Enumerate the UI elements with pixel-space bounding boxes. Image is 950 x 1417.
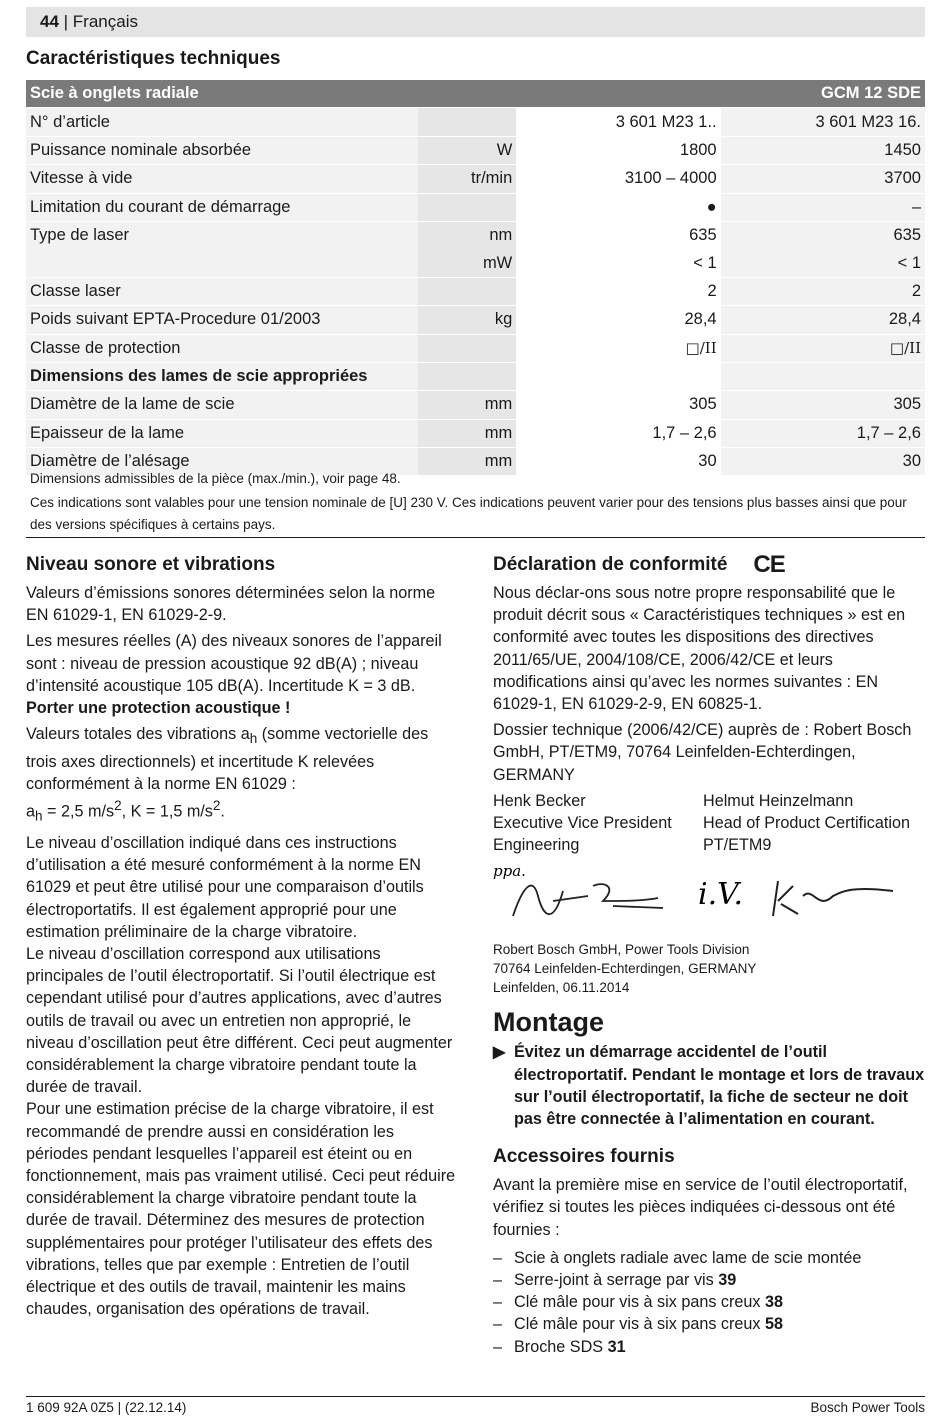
spec-value-2: 3700	[721, 165, 925, 193]
spec-value-1: □/II	[516, 334, 720, 362]
accessories-title: Accessoires fournis	[493, 1146, 675, 1168]
spec-unit: mm	[418, 448, 517, 476]
spec-unit: mW	[418, 249, 517, 277]
spec-row	[26, 249, 925, 277]
triangle-right-icon: ▶	[493, 1043, 506, 1062]
spec-label: Limitation du courant de démarrage	[26, 193, 418, 221]
page-header: 44 | Français	[26, 7, 925, 37]
spec-row	[26, 391, 925, 419]
spec-label: Diamètre de l’alésage	[26, 448, 418, 476]
spec-value-2: 1,7 – 2,6	[721, 419, 925, 447]
spec-value-2: 2	[721, 277, 925, 305]
signature-image	[493, 856, 925, 940]
conformity-p2: Dossier technique (2006/42/CE) auprès de : Robert Bosch GmbH, PT/ETM9, 70764 Leinfelden-Echterdingen, GERMANY	[493, 721, 912, 784]
spec-model: GCM 12 SDE	[721, 80, 925, 108]
spec-unit	[418, 193, 517, 221]
spec-unit	[418, 108, 517, 136]
spec-value-1: ●	[516, 193, 720, 221]
spec-label: Classe de protection	[26, 334, 418, 362]
spec-unit: mm	[418, 419, 517, 447]
svg-text:ppa.: ppa.	[493, 862, 526, 881]
spec-row	[26, 306, 925, 334]
footer-divider	[26, 1396, 925, 1397]
spec-row	[26, 136, 925, 164]
signature-address: Robert Bosch GmbH, Power Tools Division 70764 Leinfelden-Echterdingen, GERMANY Leinfelden, 06.11.2014	[493, 942, 757, 996]
spec-value-2: 3 601 M23 16.	[721, 108, 925, 136]
spec-note-1: Dimensions admissibles de la pièce (max./min.), voir page 48.	[30, 471, 401, 486]
spec-row	[26, 334, 925, 362]
page-number: 44	[40, 12, 59, 31]
spec-value-1: 1,7 – 2,6	[516, 419, 720, 447]
spec-value-1: 635	[516, 221, 720, 249]
montage-title: Montage	[493, 1007, 604, 1038]
spec-value-2: 635	[721, 221, 925, 249]
accessory-item: – Serre-joint à serrage par vis 39	[493, 1271, 737, 1290]
footer-right: Bosch Power Tools	[810, 1400, 925, 1415]
spec-value-2: □/II	[721, 334, 925, 362]
spec-row	[26, 277, 925, 305]
spec-value-1: 2	[516, 277, 720, 305]
conformity-p1: Nous déclar-ons sous notre propre responsabilité que le produit décrit sous « Caractéristiques techniques » est en conformité avec toutes les dispositions des directives 2011/65/UE, 2004/108/CE, 2006/42/CE et leurs modifications ainsi qu’avec les normes suivantes : EN 61029-1, EN 61029-2-9, EN 60825-1.	[493, 584, 906, 714]
spec-label: Epaisseur de la lame	[26, 419, 418, 447]
spec-value-2	[721, 362, 925, 390]
spec-product: Scie à onglets radiale	[26, 80, 721, 108]
spec-value-2: 305	[721, 391, 925, 419]
spec-label: N° d’article	[26, 108, 418, 136]
signatories	[493, 790, 925, 857]
ce-mark-icon: CE	[753, 551, 785, 578]
spec-row	[26, 221, 925, 249]
spec-label: Poids suivant EPTA-Procedure 01/2003	[26, 306, 418, 334]
montage-warning: ▶ Évitez un démarrage accidentel de l’outil électroportatif. Pendant le montage et lors de travaux sur l’outil électroportatif, la fiche de secteur ne doit pas être connectée à l’alimentation en courant.	[493, 1041, 925, 1130]
noise-section	[26, 552, 458, 1320]
spec-label: Puissance nominale absorbée	[26, 136, 418, 164]
noise-p6: Le niveau d’oscillation indiqué dans ces instructions d’utilisation a été mesuré conformément à la norme EN 61029 et peut être utilisé pour une comparaison d’outils électroportatifs. Il est également approprié pour une estimation préliminaire de la charge vibratoire.	[26, 833, 424, 941]
spec-unit	[418, 277, 517, 305]
accessory-item: – Broche SDS 31	[493, 1337, 626, 1356]
spec-header-row	[26, 80, 925, 108]
accessories-list	[493, 1247, 925, 1358]
spec-value-2: 28,4	[721, 306, 925, 334]
conformity-section	[493, 552, 925, 1358]
spec-row	[26, 108, 925, 136]
spec-row	[26, 419, 925, 447]
noise-p1: Valeurs d’émissions sonores déterminées selon la norme EN 61029-1, EN 61029-2-9.	[26, 584, 436, 625]
spec-note-2: Ces indications sont valables pour une tension nominale de [U] 230 V. Ces indications peuvent varier pour des tensions plus basses ainsi que pour des versions spécifiques à certains pays.	[30, 495, 907, 532]
spec-value-2: 1450	[721, 136, 925, 164]
noise-warning: Porter une protection acoustique !	[26, 699, 291, 718]
spec-value-1: 305	[516, 391, 720, 419]
spec-unit	[418, 334, 517, 362]
spec-value-1: 3100 – 4000	[516, 165, 720, 193]
divider	[26, 537, 925, 538]
signatory-left: Henk Becker Executive Vice President Engineering	[493, 791, 672, 855]
spec-label: Classe laser	[26, 277, 418, 305]
spec-unit	[418, 362, 517, 390]
spec-unit: nm	[418, 221, 517, 249]
noise-title: Niveau sonore et vibrations	[26, 554, 276, 575]
spec-value-1	[516, 362, 720, 390]
tech-title: Caractéristiques techniques	[26, 48, 281, 69]
spec-label: Diamètre de la lame de scie	[26, 391, 418, 419]
spec-value-1: < 1	[516, 249, 720, 277]
accessory-item: – Scie à onglets radiale avec lame de scie montée	[493, 1248, 862, 1267]
spec-unit: W	[418, 136, 517, 164]
spec-row	[26, 165, 925, 193]
noise-p7: Le niveau d’oscillation correspond aux utilisations principales de l’outil électroportatif. Si l’outil électrique est cependant utilisé pour d’autres applications, avec d’autres outils de travail ou avec un entretien non approprié, le niveau d’oscillation peut être différent. Ceci peut augmenter considérablement la charge vibratoire pendant toute la durée de travail.	[26, 944, 453, 1097]
accessory-item: – Clé mâle pour vis à six pans creux 58	[493, 1315, 784, 1334]
signatory-right: Helmut Heinzelmann Head of Product Certification PT/ETM9	[703, 791, 910, 855]
accessories-intro: Avant la première mise en service de l’outil électroportatif, vérifiez si toutes les pièces indiquées ci-dessous ont été fournies :	[493, 1176, 908, 1239]
spec-row	[26, 193, 925, 221]
noise-p4: Valeurs totales des vibrations $a_h$ (somme vectorielle des trois axes directionnels) et incertitude K relevées conformément à la norme EN 61029 :	[26, 725, 429, 793]
conformity-title: Déclaration de conformité CE	[493, 551, 785, 578]
page-language: Français	[72, 12, 138, 31]
spec-label: Type de laser	[26, 221, 418, 249]
spec-row	[26, 362, 925, 390]
accessory-item: – Clé mâle pour vis à six pans creux 38	[493, 1293, 784, 1312]
svg-text:i.V.: i.V.	[698, 877, 744, 913]
spec-label: Vitesse à vide	[26, 165, 418, 193]
spec-value-1: 1800	[516, 136, 720, 164]
spec-label: Dimensions des lames de scie appropriées	[26, 362, 418, 390]
spec-value-1: 30	[516, 448, 720, 476]
spec-unit: mm	[418, 391, 517, 419]
spec-unit: kg	[418, 306, 517, 334]
spec-value-2: < 1	[721, 249, 925, 277]
spec-value-2: –	[721, 193, 925, 221]
spec-value-1: 28,4	[516, 306, 720, 334]
noise-p8: Pour une estimation précise de la charge vibratoire, il est recommandé de prendre aussi en considération les périodes pendant lesquelles l’appareil est éteint ou en fonctionnement, mais pas vraiment utilisé. Ceci peut réduire considérablement la charge vibratoire pendant toute la durée de travail. Déterminez des mesures de protection supplémentaires pour protéger l’utilisateur des effets des vibrations, telles que par exemple : Entretien de l’outil électrique et des outils de travail, maintenir les mains chaudes, organisation des opérations de travail.	[26, 1100, 456, 1319]
spec-unit: tr/min	[418, 165, 517, 193]
noise-p2: Les mesures réelles (A) des niveaux sonores de l’appareil sont : niveau de pression acoustique 92 dB(A) ; niveau d’intensité acoustique 105 dB(A). Incertitude K = 3 dB.	[26, 632, 442, 695]
noise-p5: $a_h = 2,5$ $m/s^2$, K = 1,5 $m/s^2$.	[26, 798, 225, 824]
spec-table	[26, 80, 925, 476]
spec-label	[26, 249, 418, 277]
footer-left: 1 609 92A 0Z5 | (22.12.14)	[26, 1400, 187, 1415]
signatures	[493, 856, 925, 940]
spec-value-2: 30	[721, 448, 925, 476]
spec-value-1: 3 601 M23 1..	[516, 108, 720, 136]
